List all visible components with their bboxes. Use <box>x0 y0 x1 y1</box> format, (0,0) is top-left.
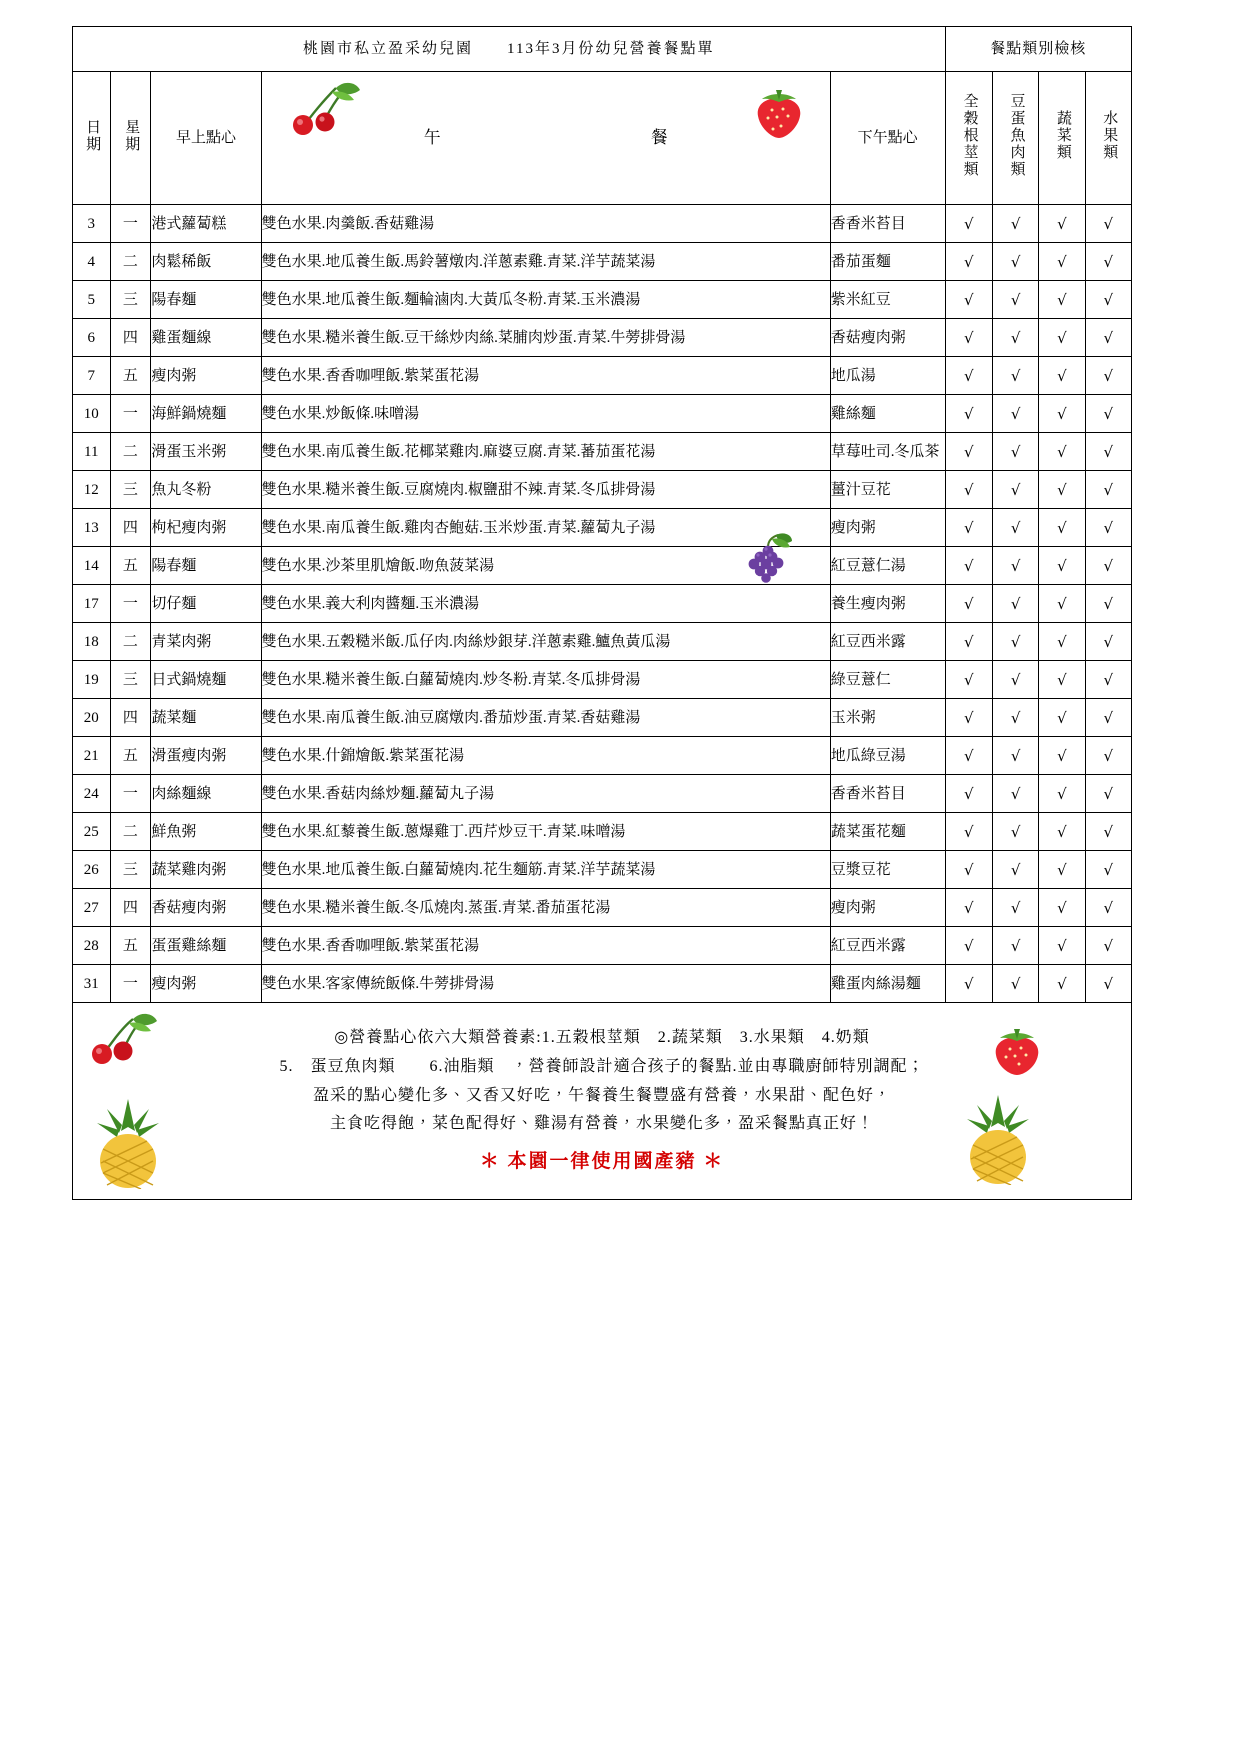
cell-lunch: 雙色水果.糙米養生飯.冬瓜燒肉.蒸蛋.青菜.番茄蛋花湯 <box>261 889 830 927</box>
header-lunch <box>261 72 830 205</box>
cell-afternoon: 瘦肉粥 <box>830 889 945 927</box>
cell-check-vegetable: √ <box>1039 281 1085 319</box>
table-row <box>73 357 1132 395</box>
cell-check-fruit: √ <box>1085 471 1131 509</box>
cell-check-grain: √ <box>945 547 992 585</box>
header-check-protein: 豆蛋魚肉類 <box>992 72 1038 205</box>
cell-lunch: 雙色水果.糙米養生飯.白蘿蔔燒肉.炒冬粉.青菜.冬瓜排骨湯 <box>261 661 830 699</box>
footer-row <box>73 1003 1132 1200</box>
cell-weekday: 三 <box>110 281 151 319</box>
header-weekday: 星期 <box>110 72 151 205</box>
school-name: 桃園市私立盈采幼兒園 <box>303 41 474 57</box>
cell-check-protein: √ <box>992 813 1038 851</box>
cell-check-vegetable: √ <box>1039 661 1085 699</box>
cell-weekday: 二 <box>110 623 151 661</box>
cell-check-fruit: √ <box>1085 357 1131 395</box>
cell-check-fruit: √ <box>1085 509 1131 547</box>
cell-date: 11 <box>73 433 111 471</box>
cell-check-fruit: √ <box>1085 281 1131 319</box>
table-row <box>73 585 1132 623</box>
cell-check-fruit: √ <box>1085 319 1131 357</box>
table-row <box>73 775 1132 813</box>
cell-lunch: 雙色水果.客家傳統飯條.牛蒡排骨湯 <box>261 965 830 1003</box>
cell-check-grain: √ <box>945 433 992 471</box>
header-check-vegetable: 蔬菜類 <box>1039 72 1085 205</box>
cell-check-protein: √ <box>992 433 1038 471</box>
cell-check-vegetable: √ <box>1039 319 1085 357</box>
cell-check-grain: √ <box>945 965 992 1003</box>
cell-weekday: 一 <box>110 585 151 623</box>
cell-afternoon: 香香米苔目 <box>830 775 945 813</box>
table-row <box>73 889 1132 927</box>
cell-check-vegetable: √ <box>1039 433 1085 471</box>
cell-lunch: 雙色水果.五穀糙米飯.瓜仔肉.肉絲炒銀芽.洋蔥素雞.鱸魚黃瓜湯 <box>261 623 830 661</box>
cell-afternoon: 養生瘦肉粥 <box>830 585 945 623</box>
cell-check-protein: √ <box>992 319 1038 357</box>
cell-weekday: 二 <box>110 433 151 471</box>
table-row <box>73 661 1132 699</box>
cell-check-protein: √ <box>992 395 1038 433</box>
cell-afternoon: 香香米苔目 <box>830 205 945 243</box>
cell-lunch: 雙色水果.地瓜養生飯.馬鈴薯燉肉.洋蔥素雞.青菜.洋芋蔬菜湯 <box>261 243 830 281</box>
cell-morning: 港式蘿蔔糕 <box>151 205 261 243</box>
cell-morning: 枸杞瘦肉粥 <box>151 509 261 547</box>
cell-check-vegetable: √ <box>1039 813 1085 851</box>
cell-morning: 陽春麵 <box>151 547 261 585</box>
cell-check-grain: √ <box>945 699 992 737</box>
table-row <box>73 927 1132 965</box>
check-section-title: 餐點類別檢核 <box>945 27 1131 72</box>
cell-afternoon: 薑汁豆花 <box>830 471 945 509</box>
cell-check-vegetable: √ <box>1039 205 1085 243</box>
cell-check-fruit: √ <box>1085 927 1131 965</box>
cell-date: 12 <box>73 471 111 509</box>
cell-lunch: 雙色水果.義大利肉醬麵.玉米濃湯 <box>261 585 830 623</box>
cell-lunch: 雙色水果.香菇肉絲炒麵.蘿蔔丸子湯 <box>261 775 830 813</box>
cell-morning: 蛋蛋雞絲麵 <box>151 927 261 965</box>
header-check-fruit: 水果類 <box>1085 72 1131 205</box>
cell-check-protein: √ <box>992 547 1038 585</box>
header-afternoon-snack: 下午點心 <box>830 72 945 205</box>
cell-check-vegetable: √ <box>1039 243 1085 281</box>
cell-afternoon: 蔬菜蛋花麵 <box>830 813 945 851</box>
cell-morning: 蔬菜雞肉粥 <box>151 851 261 889</box>
cell-morning: 鮮魚粥 <box>151 813 261 851</box>
cell-check-vegetable: √ <box>1039 965 1085 1003</box>
cell-afternoon: 雞蛋肉絲湯麵 <box>830 965 945 1003</box>
cell-check-grain: √ <box>945 889 992 927</box>
cell-afternoon: 草莓吐司.冬瓜茶 <box>830 433 945 471</box>
cell-check-grain: √ <box>945 281 992 319</box>
cell-morning: 蔬菜麵 <box>151 699 261 737</box>
footer-line-2: 5. 蛋豆魚肉類 6.油脂類 ，營養師設計適合孩子的餐點.並由專職廚師特別調配； <box>279 1058 925 1076</box>
cell-check-fruit: √ <box>1085 433 1131 471</box>
cell-morning: 切仔麵 <box>151 585 261 623</box>
cell-check-vegetable: √ <box>1039 699 1085 737</box>
cell-weekday: 一 <box>110 395 151 433</box>
cell-date: 27 <box>73 889 111 927</box>
header-morning-snack: 早上點心 <box>151 72 261 205</box>
cell-check-vegetable: √ <box>1039 585 1085 623</box>
cell-date: 5 <box>73 281 111 319</box>
table-row <box>73 319 1132 357</box>
cell-morning: 肉鬆稀飯 <box>151 243 261 281</box>
cell-check-grain: √ <box>945 471 992 509</box>
grapes-icon <box>742 531 794 583</box>
table-row <box>73 395 1132 433</box>
cell-date: 6 <box>73 319 111 357</box>
cell-check-vegetable: √ <box>1039 851 1085 889</box>
table-row <box>73 965 1132 1003</box>
cell-weekday: 五 <box>110 547 151 585</box>
cell-date: 19 <box>73 661 111 699</box>
cell-check-fruit: √ <box>1085 889 1131 927</box>
cell-afternoon: 玉米粥 <box>830 699 945 737</box>
table-row <box>73 205 1132 243</box>
cell-morning: 雞蛋麵線 <box>151 319 261 357</box>
cell-weekday: 五 <box>110 927 151 965</box>
cell-check-fruit: √ <box>1085 851 1131 889</box>
cell-weekday: 四 <box>110 889 151 927</box>
table-row <box>73 243 1132 281</box>
cell-check-fruit: √ <box>1085 623 1131 661</box>
cell-date: 4 <box>73 243 111 281</box>
cell-morning: 滑蛋玉米粥 <box>151 433 261 471</box>
cell-morning: 海鮮鍋燒麵 <box>151 395 261 433</box>
cell-morning: 日式鍋燒麵 <box>151 661 261 699</box>
footer-line-4: 主食吃得飽，菜色配得好、雞湯有營養，水果變化多，盈采餐點真正好！ <box>329 1115 874 1133</box>
cell-lunch: 雙色水果.南瓜養生飯.雞肉杏鮑菇.玉米炒蛋.青菜.蘿蔔丸子湯 <box>261 509 830 547</box>
pineapple-icon <box>91 1097 165 1189</box>
cell-lunch-text: 雙色水果.沙茶里肌燴飯.吻魚菠菜湯 <box>261 557 495 574</box>
cell-lunch <box>261 547 830 585</box>
cell-lunch: 雙色水果.地瓜養生飯.麵輪滷肉.大黃瓜冬粉.青菜.玉米濃湯 <box>261 281 830 319</box>
table-row <box>73 509 1132 547</box>
cell-afternoon: 番茄蛋麵 <box>830 243 945 281</box>
cell-check-grain: √ <box>945 737 992 775</box>
cell-check-vegetable: √ <box>1039 471 1085 509</box>
cell-check-grain: √ <box>945 927 992 965</box>
cell-afternoon: 紫米紅豆 <box>830 281 945 319</box>
cell-lunch: 雙色水果.南瓜養生飯.花椰菜雞肉.麻婆豆腐.青菜.蕃茄蛋花湯 <box>261 433 830 471</box>
table-row <box>73 281 1132 319</box>
cell-check-grain: √ <box>945 813 992 851</box>
cell-afternoon: 紅豆西米露 <box>830 623 945 661</box>
cell-morning: 滑蛋瘦肉粥 <box>151 737 261 775</box>
table-row <box>73 851 1132 889</box>
cell-date: 24 <box>73 775 111 813</box>
cell-date: 10 <box>73 395 111 433</box>
cell-date: 13 <box>73 509 111 547</box>
footer-line-1: ◎營養點心依六大類營養素:1.五穀根莖類 2.蔬菜類 3.水果類 4.奶類 <box>334 1029 870 1047</box>
cell-check-vegetable: √ <box>1039 737 1085 775</box>
cell-morning: 魚丸冬粉 <box>151 471 261 509</box>
cell-check-protein: √ <box>992 281 1038 319</box>
cell-weekday: 三 <box>110 471 151 509</box>
cell-check-fruit: √ <box>1085 585 1131 623</box>
cell-date: 28 <box>73 927 111 965</box>
cell-date: 7 <box>73 357 111 395</box>
cell-check-fruit: √ <box>1085 699 1131 737</box>
cell-check-grain: √ <box>945 661 992 699</box>
cell-date: 26 <box>73 851 111 889</box>
cell-check-protein: √ <box>992 471 1038 509</box>
cell-lunch: 雙色水果.糙米養生飯.豆腐燒肉.椒鹽甜不辣.青菜.冬瓜排骨湯 <box>261 471 830 509</box>
cell-check-protein: √ <box>992 243 1038 281</box>
cell-weekday: 一 <box>110 775 151 813</box>
cell-check-grain: √ <box>945 395 992 433</box>
cell-check-protein: √ <box>992 357 1038 395</box>
cell-weekday: 四 <box>110 319 151 357</box>
cell-morning: 瘦肉粥 <box>151 965 261 1003</box>
table-row <box>73 699 1132 737</box>
cell-check-grain: √ <box>945 585 992 623</box>
cell-weekday: 五 <box>110 357 151 395</box>
cell-lunch: 雙色水果.炒飯條.味噌湯 <box>261 395 830 433</box>
cell-check-grain: √ <box>945 509 992 547</box>
cell-check-protein: √ <box>992 585 1038 623</box>
cell-check-protein: √ <box>992 661 1038 699</box>
column-header-row <box>73 72 1132 205</box>
cell-check-grain: √ <box>945 243 992 281</box>
cell-morning: 香菇瘦肉粥 <box>151 889 261 927</box>
cell-check-fruit: √ <box>1085 965 1131 1003</box>
cell-weekday: 四 <box>110 509 151 547</box>
cell-afternoon: 紅豆薏仁湯 <box>830 547 945 585</box>
cell-weekday: 四 <box>110 699 151 737</box>
cell-afternoon: 地瓜綠豆湯 <box>830 737 945 775</box>
cell-check-vegetable: √ <box>1039 547 1085 585</box>
cell-weekday: 一 <box>110 965 151 1003</box>
cell-date: 18 <box>73 623 111 661</box>
cell-check-fruit: √ <box>1085 395 1131 433</box>
cell-date: 3 <box>73 205 111 243</box>
cell-afternoon: 綠豆薏仁 <box>830 661 945 699</box>
table-row <box>73 737 1132 775</box>
cell-morning: 肉絲麵線 <box>151 775 261 813</box>
cell-lunch: 雙色水果.什錦燴飯.紫菜蛋花湯 <box>261 737 830 775</box>
table-row <box>73 623 1132 661</box>
cell-afternoon: 豆漿豆花 <box>830 851 945 889</box>
cell-morning: 陽春麵 <box>151 281 261 319</box>
cell-afternoon: 香菇瘦肉粥 <box>830 319 945 357</box>
table-row <box>73 433 1132 471</box>
cell-lunch: 雙色水果.香香咖哩飯.紫菜蛋花湯 <box>261 357 830 395</box>
cell-weekday: 五 <box>110 737 151 775</box>
cell-check-fruit: √ <box>1085 737 1131 775</box>
cell-date: 17 <box>73 585 111 623</box>
cell-check-protein: √ <box>992 965 1038 1003</box>
pork-origin-note: ＊ 本園一律使用國產豬 ＊ <box>479 1150 725 1172</box>
cell-check-fruit: √ <box>1085 661 1131 699</box>
document-title <box>73 27 946 72</box>
cell-weekday: 三 <box>110 661 151 699</box>
cell-afternoon: 紅豆西米露 <box>830 927 945 965</box>
cell-weekday: 二 <box>110 813 151 851</box>
header-date: 日期 <box>73 72 111 205</box>
cell-check-protein: √ <box>992 851 1038 889</box>
cell-check-grain: √ <box>945 205 992 243</box>
cell-check-vegetable: √ <box>1039 395 1085 433</box>
cell-check-protein: √ <box>992 699 1038 737</box>
cell-check-protein: √ <box>992 889 1038 927</box>
cell-check-fruit: √ <box>1085 243 1131 281</box>
cell-morning: 瘦肉粥 <box>151 357 261 395</box>
cell-check-vegetable: √ <box>1039 889 1085 927</box>
cell-check-protein: √ <box>992 775 1038 813</box>
cell-check-vegetable: √ <box>1039 623 1085 661</box>
cell-date: 21 <box>73 737 111 775</box>
cell-lunch: 雙色水果.地瓜養生飯.白蘿蔔燒肉.花生麵筋.青菜.洋芋蔬菜湯 <box>261 851 830 889</box>
cell-check-fruit: √ <box>1085 205 1131 243</box>
cell-afternoon: 瘦肉粥 <box>830 509 945 547</box>
cell-check-vegetable: √ <box>1039 775 1085 813</box>
cell-check-grain: √ <box>945 623 992 661</box>
cell-date: 20 <box>73 699 111 737</box>
cell-lunch: 雙色水果.糙米養生飯.豆干絲炒肉絲.菜脯肉炒蛋.青菜.牛蒡排骨湯 <box>261 319 830 357</box>
cell-lunch: 雙色水果.肉羹飯.香菇雞湯 <box>261 205 830 243</box>
cell-check-protein: √ <box>992 737 1038 775</box>
cell-check-vegetable: √ <box>1039 927 1085 965</box>
cell-afternoon: 雞絲麵 <box>830 395 945 433</box>
cell-morning: 青菜肉粥 <box>151 623 261 661</box>
menu-period-title: 113年3月份幼兒營養餐點單 <box>507 41 715 57</box>
cell-weekday: 一 <box>110 205 151 243</box>
cell-check-vegetable: √ <box>1039 357 1085 395</box>
cell-check-grain: √ <box>945 319 992 357</box>
cell-date: 25 <box>73 813 111 851</box>
cell-check-vegetable: √ <box>1039 509 1085 547</box>
nutrition-note <box>73 1003 1132 1200</box>
cell-check-grain: √ <box>945 775 992 813</box>
cell-check-protein: √ <box>992 927 1038 965</box>
cell-date: 31 <box>73 965 111 1003</box>
cell-lunch: 雙色水果.香香咖哩飯.紫菜蛋花湯 <box>261 927 830 965</box>
header-check-grain: 全穀根莖類 <box>945 72 992 205</box>
cell-weekday: 二 <box>110 243 151 281</box>
cell-check-protein: √ <box>992 623 1038 661</box>
cell-weekday: 三 <box>110 851 151 889</box>
cell-date: 14 <box>73 547 111 585</box>
cell-lunch: 雙色水果.紅藜養生飯.蔥爆雞丁.西芹炒豆干.青菜.味噌湯 <box>261 813 830 851</box>
table-row <box>73 547 1132 585</box>
cell-check-fruit: √ <box>1085 813 1131 851</box>
menu-sheet <box>72 26 1132 1200</box>
cell-check-grain: √ <box>945 851 992 889</box>
cell-check-protein: √ <box>992 205 1038 243</box>
cell-check-fruit: √ <box>1085 775 1131 813</box>
cell-afternoon: 地瓜湯 <box>830 357 945 395</box>
menu-table <box>72 26 1132 1200</box>
cell-lunch: 雙色水果.南瓜養生飯.油豆腐燉肉.番茄炒蛋.青菜.香菇雞湯 <box>261 699 830 737</box>
strawberry-icon <box>750 82 808 140</box>
table-row <box>73 471 1132 509</box>
footer-line-3: 盈采的點心變化多、又香又好吃，午餐養生餐豐盛有營養，水果甜、配色好， <box>312 1086 891 1104</box>
cell-check-fruit: √ <box>1085 547 1131 585</box>
title-row <box>73 27 1132 72</box>
cell-check-protein: √ <box>992 509 1038 547</box>
lunch-label: 午 餐 <box>423 127 668 147</box>
table-row <box>73 813 1132 851</box>
cell-check-grain: √ <box>945 357 992 395</box>
